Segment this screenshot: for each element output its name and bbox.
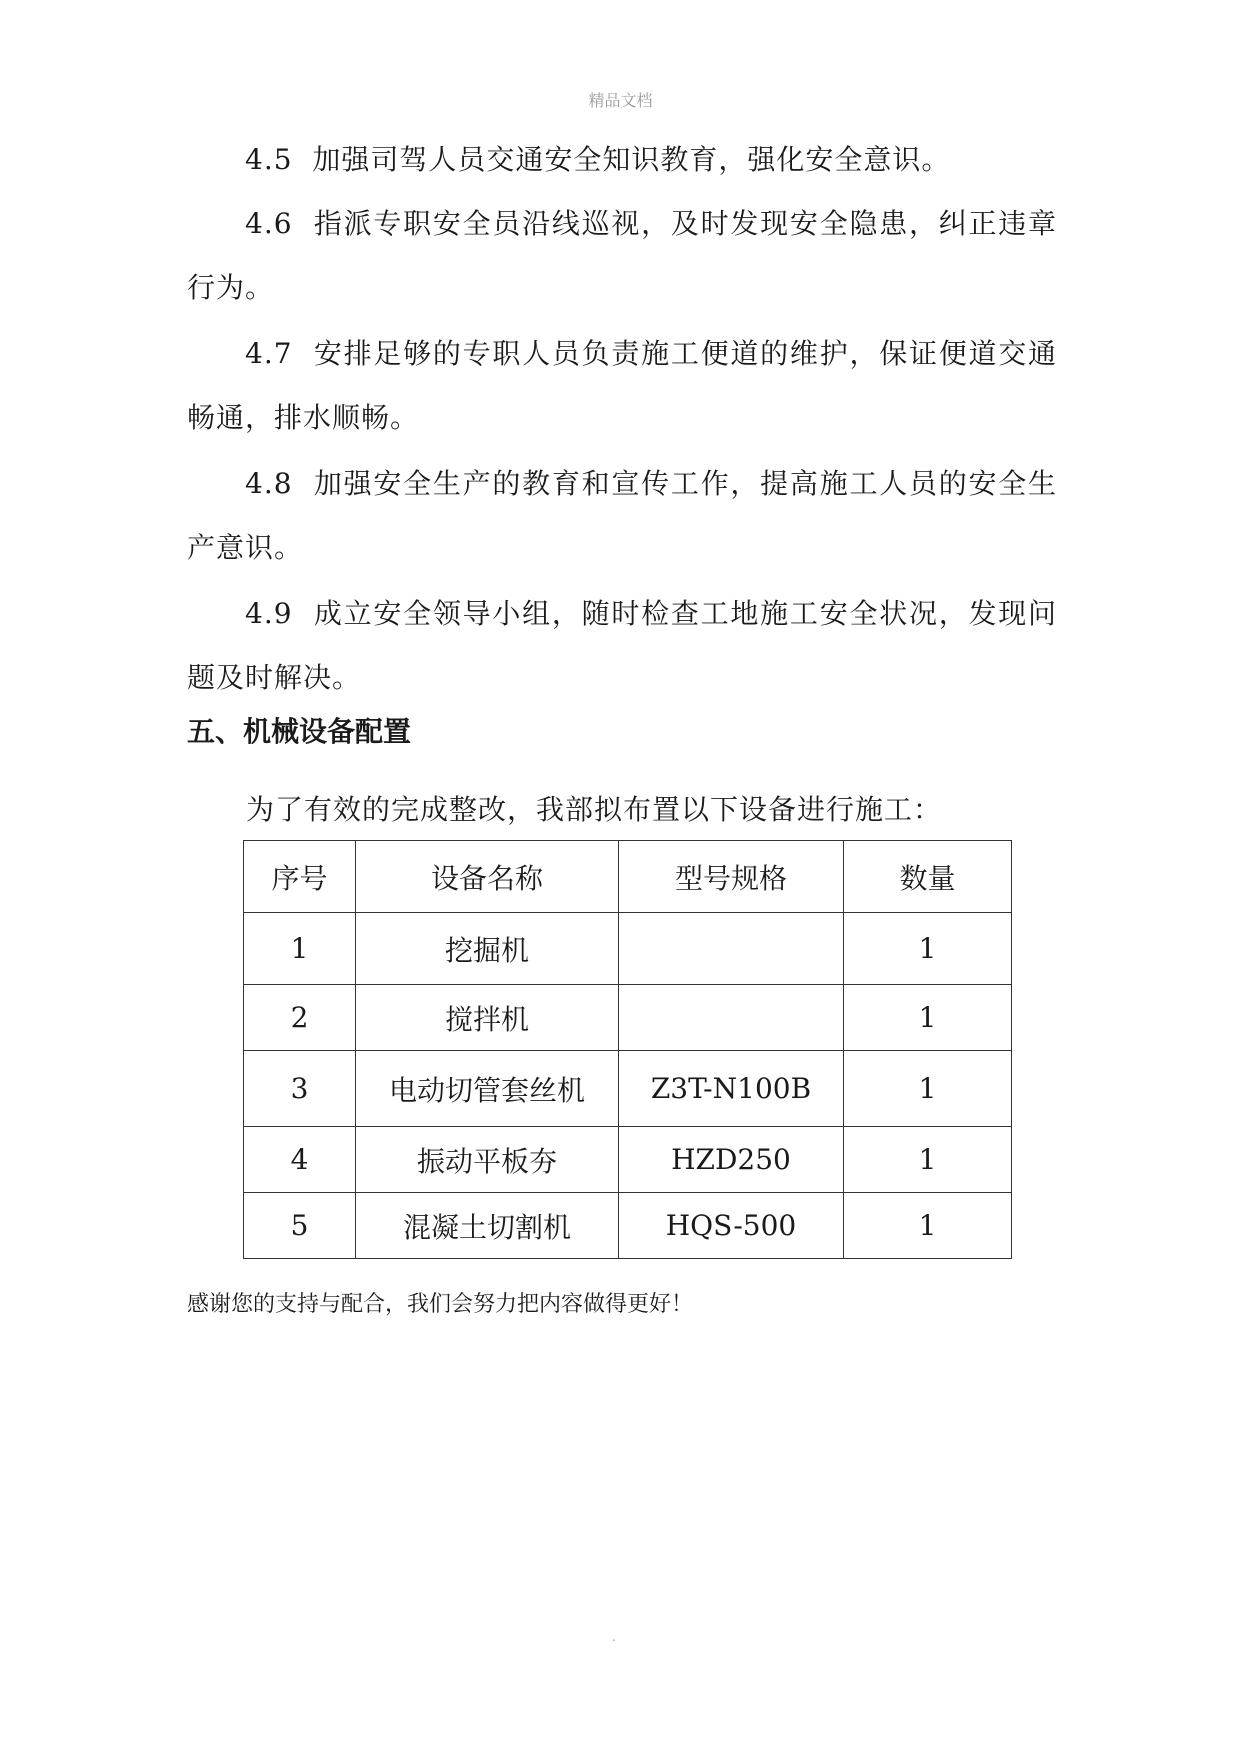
cell-model: Z3T-N100B bbox=[619, 1051, 844, 1127]
cell-qty: 1 bbox=[844, 913, 1012, 985]
table-row bbox=[244, 1193, 1012, 1259]
cell-model: HQS-500 bbox=[619, 1193, 844, 1259]
paragraph-4-5 bbox=[187, 128, 1057, 192]
header-cell: 数量 bbox=[844, 841, 1012, 913]
section-intro: 为了有效的完成整改，我部拟布置以下设备进行施工： bbox=[246, 793, 943, 826]
cell-qty: 1 bbox=[844, 1127, 1012, 1193]
clause-number: 4.7 bbox=[245, 337, 293, 370]
cell-model bbox=[619, 913, 844, 985]
equipment-table bbox=[243, 840, 1012, 1259]
paragraph-4-7 bbox=[187, 322, 1057, 450]
cell-seq: 2 bbox=[244, 985, 356, 1051]
page-marker: . bbox=[612, 1630, 616, 1644]
cell-seq: 3 bbox=[244, 1051, 356, 1127]
cell-model bbox=[619, 985, 844, 1051]
paragraph-4-9 bbox=[187, 582, 1057, 710]
page-header: 精品文档 bbox=[588, 91, 653, 110]
clause-text: 成立安全领导小组，随时检查工地施工安全状况，发现问题及时解决。 bbox=[187, 597, 1057, 694]
clause-text: 安排足够的专职人员负责施工便道的维护，保证便道交通畅通，排水顺畅。 bbox=[187, 337, 1057, 434]
clause-number: 4.8 bbox=[245, 467, 293, 500]
thank-you-note: 感谢您的支持与配合，我们会努力把内容做得更好！ bbox=[187, 1292, 694, 1317]
cell-seq: 4 bbox=[244, 1127, 356, 1193]
cell-name: 搅拌机 bbox=[356, 985, 619, 1051]
table-row bbox=[244, 1127, 1012, 1193]
section-heading: 五、机械设备配置 bbox=[187, 715, 412, 748]
cell-name: 电动切管套丝机 bbox=[356, 1051, 619, 1127]
clause-text: 指派专职安全员沿线巡视，及时发现安全隐患，纠正违章行为。 bbox=[187, 207, 1057, 304]
header-cell: 序号 bbox=[244, 841, 356, 913]
clause-number: 4.9 bbox=[245, 597, 293, 630]
table-header-row bbox=[244, 841, 1012, 913]
cell-qty: 1 bbox=[844, 1193, 1012, 1259]
cell-seq: 1 bbox=[244, 913, 356, 985]
clause-text: 加强安全生产的教育和宣传工作，提高施工人员的安全生产意识。 bbox=[187, 467, 1057, 564]
table-row bbox=[244, 1051, 1012, 1127]
clause-number: 4.6 bbox=[245, 207, 293, 240]
cell-name: 挖掘机 bbox=[356, 913, 619, 985]
cell-name: 振动平板夯 bbox=[356, 1127, 619, 1193]
table-row bbox=[244, 913, 1012, 985]
header-cell: 设备名称 bbox=[356, 841, 619, 913]
cell-model: HZD250 bbox=[619, 1127, 844, 1193]
cell-seq: 5 bbox=[244, 1193, 356, 1259]
clause-number: 4.5 bbox=[245, 143, 293, 176]
cell-qty: 1 bbox=[844, 1051, 1012, 1127]
clause-text: 加强司驾人员交通安全知识教育，强化安全意识。 bbox=[312, 143, 951, 176]
paragraph-4-8 bbox=[187, 452, 1057, 580]
header-cell: 型号规格 bbox=[619, 841, 844, 913]
table-row bbox=[244, 985, 1012, 1051]
paragraph-4-6 bbox=[187, 192, 1057, 320]
cell-qty: 1 bbox=[844, 985, 1012, 1051]
cell-name: 混凝土切割机 bbox=[356, 1193, 619, 1259]
